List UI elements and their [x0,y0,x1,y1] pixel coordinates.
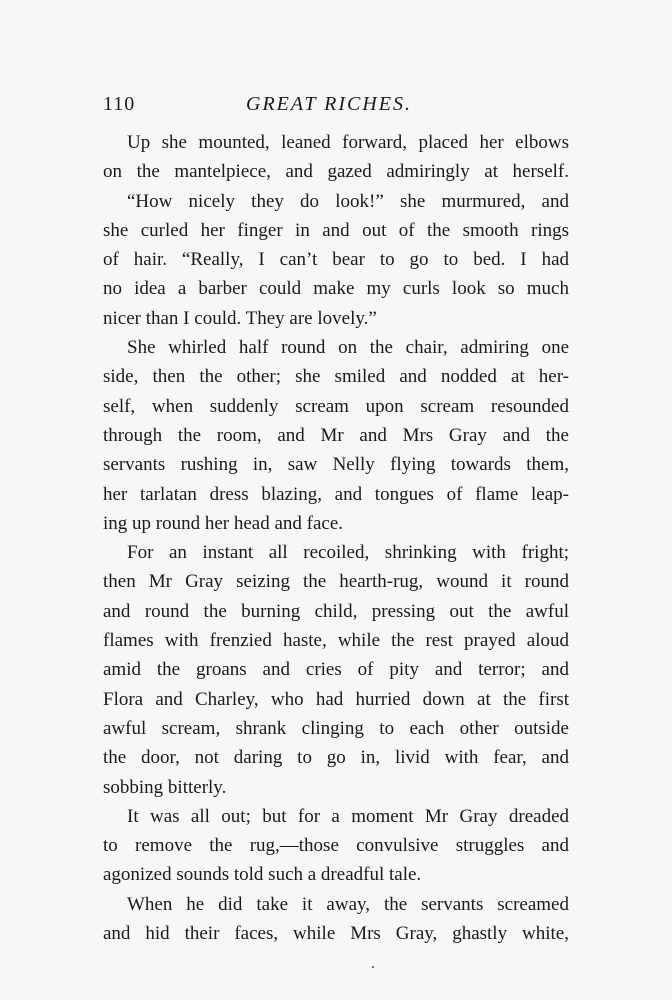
text-line: through the room, and Mr and Mrs Gray and the [103,424,569,446]
text-line: awful scream, shrank clinging to each other outside [103,717,569,739]
text-line: on the mantelpiece, and gazed admiringly at herself. [103,161,569,183]
paper-speck [372,966,374,968]
page-number: 110 [103,93,136,115]
text-line: “How nicely they do look!” she murmured, and [127,190,569,212]
text-line: For an instant all recoiled, shrinking with fright; [127,542,569,564]
text-line: self, when suddenly scream upon scream resounded [103,395,569,417]
text-line: She whirled half round on the chair, admiring one [127,337,569,359]
text-line: side, then the other; she smiled and nodded at her- [103,366,569,388]
body-text [103,128,569,948]
text-line: her tarlatan dress blazing, and tongues of flame leap- [103,483,569,505]
text-line: then Mr Gray seizing the hearth-rug, wound it round [103,571,569,593]
text-line: and round the burning child, pressing out the awful [103,600,569,622]
text-line: no idea a barber could make my curls look so much [103,278,569,300]
text-line: the door, not daring to go in, livid with fear, and [103,747,569,769]
text-line: Flora and Charley, who had hurried down at the first [103,688,569,710]
text-line: sobbing bitterly. [103,776,227,798]
text-line: of hair. “Really, I can’t bear to go to bed. I had [103,249,569,271]
text-line: she curled her finger in and out of the smooth rings [103,219,569,241]
text-line: nicer than I could. They are lovely.” [103,307,377,329]
text-line: Up she mounted, leaned forward, placed her elbows [127,132,569,153]
text-line: and hid their faces, while Mrs Gray, ghastly white, [103,923,569,945]
text-line: flames with frenzied haste, while the rest prayed aloud [103,630,569,652]
text-line: to remove the rug,—those convulsive struggles and [103,835,569,857]
text-line: agonized sounds told such a dreadful tale. [103,864,422,886]
text-line: ing up round her head and face. [103,512,344,534]
text-line: When he did take it away, the servants screamed [127,893,569,915]
text-line: amid the groans and cries of pity and terror; and [103,659,569,681]
text-line: It was all out; but for a moment Mr Gray dreaded [127,805,569,827]
text-line: servants rushing in, saw Nelly flying towards them, [103,454,569,476]
running-head: GREAT RICHES. [246,93,412,115]
